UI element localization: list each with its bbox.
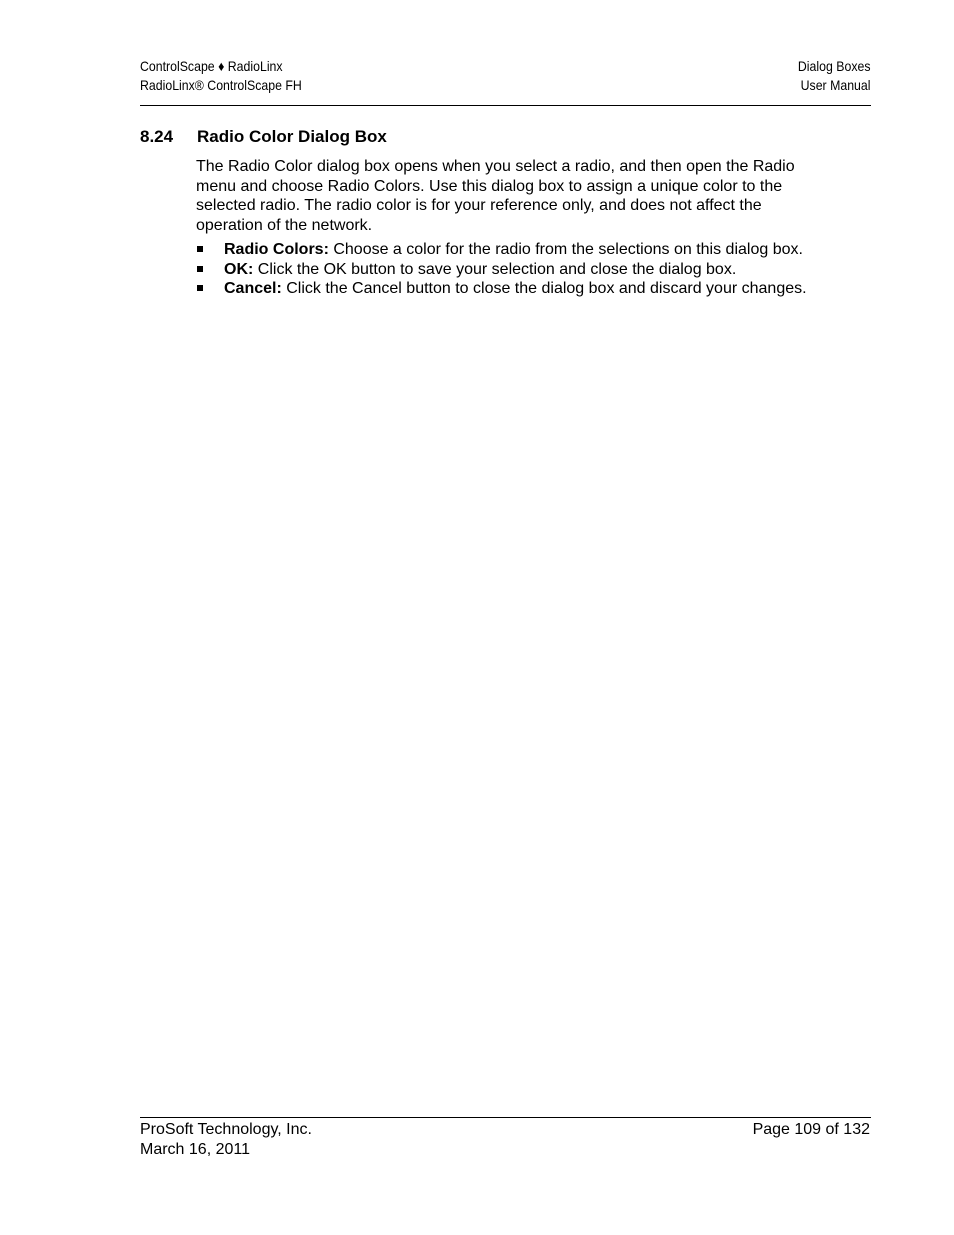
page-number: Page 109 of 132 [752, 1121, 870, 1138]
section-title: Radio Color Dialog Box [197, 127, 387, 146]
bullet-list [196, 240, 816, 299]
bullet-item-radio-colors [196, 240, 816, 260]
section-heading [140, 126, 387, 148]
footer-right [753, 1120, 870, 1140]
bullet-square-icon [197, 246, 203, 252]
bullet-term: OK: [224, 260, 254, 278]
bullet-text: Choose a color for the radio from the selections on this dialog box. [328, 240, 803, 258]
bullet-square-icon [197, 285, 203, 291]
section-number: 8.24 [140, 127, 174, 146]
page-header [140, 57, 871, 106]
footer-company: ProSoft Technology, Inc. [140, 1121, 312, 1138]
bullet-term: Cancel: [224, 280, 282, 298]
bullet-text: Click the OK button to save your selection and close the dialog box. [253, 260, 737, 278]
section-body [196, 157, 816, 299]
header-doc-type: User Manual [800, 77, 870, 93]
bullet-square-icon [197, 266, 203, 272]
bullet-item-cancel [196, 279, 816, 299]
header-right [797, 57, 870, 95]
bullet-item-ok [196, 260, 816, 280]
header-left [140, 57, 302, 95]
header-chapter: Dialog Boxes [797, 58, 870, 74]
footer-left [140, 1120, 312, 1159]
bullet-term: Radio Colors: [224, 240, 329, 258]
header-product: ControlScape ♦ RadioLinx [140, 58, 283, 74]
footer-date: March 16, 2011 [140, 1140, 250, 1158]
bullet-text: Click the Cancel button to close the dialog box and discard your changes. [281, 280, 807, 298]
page-footer [140, 1117, 871, 1158]
intro-paragraph: The Radio Color dialog box opens when you select a radio, and then open the Radio menu and choose Radio Colors. Use this dialog box to assign a unique color to the selected radio. The radio color is for your reference only, and does not affect the operation of the network. [196, 158, 795, 235]
header-subproduct: RadioLinx® ControlScape FH [140, 77, 302, 93]
